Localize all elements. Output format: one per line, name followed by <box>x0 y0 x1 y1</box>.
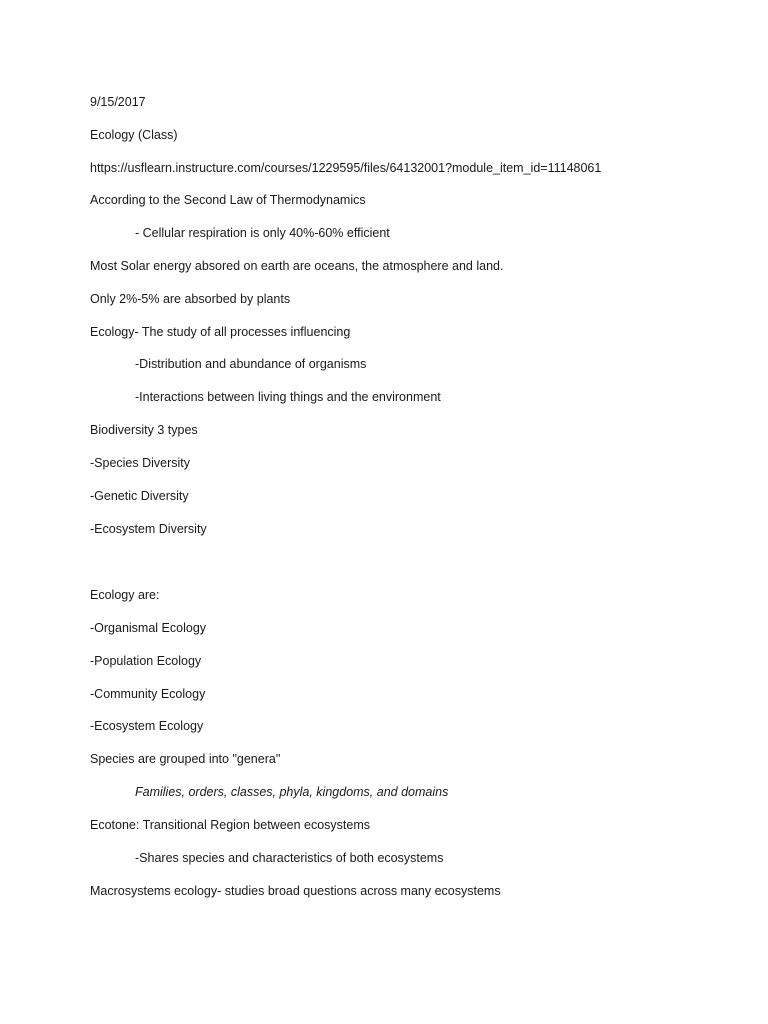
text-line: Ecotone: Transitional Region between ecosystems <box>90 818 371 832</box>
list-item: -Organismal Ecology <box>90 621 207 635</box>
text-line: Most Solar energy absored on earth are oceans, the atmosphere and land. <box>90 259 504 273</box>
text-line: Ecology are: <box>90 588 160 602</box>
indented-text-line: - Cellular respiration is only 40%-60% efficient <box>135 226 390 240</box>
list-item: -Genetic Diversity <box>90 489 189 503</box>
text-line: Only 2%-5% are absorbed by plants <box>90 292 291 306</box>
list-item: -Species Diversity <box>90 456 191 470</box>
date-line: 9/15/2017 <box>90 95 146 109</box>
indented-text-line: -Distribution and abundance of organisms <box>135 357 367 371</box>
list-item: -Population Ecology <box>90 654 202 668</box>
list-item: -Community Ecology <box>90 687 206 701</box>
text-line: According to the Second Law of Thermodynamics <box>90 193 366 207</box>
indented-text-line: -Interactions between living things and the environment <box>135 390 441 404</box>
text-line: Species are grouped into "genera" <box>90 752 281 766</box>
text-line: Ecology- The study of all processes influencing <box>90 325 351 339</box>
italic-indented-line: Families, orders, classes, phyla, kingdoms, and domains <box>135 785 449 799</box>
url-line: https://usflearn.instructure.com/courses/1229595/files/64132001?module_item_id=11148061 <box>90 161 602 175</box>
text-line: Macrosystems ecology- studies broad questions across many ecosystems <box>90 884 501 898</box>
list-item: -Ecosystem Diversity <box>90 522 207 536</box>
class-title-line: Ecology (Class) <box>90 128 178 142</box>
list-item: -Ecosystem Ecology <box>90 719 204 733</box>
text-line: Biodiversity 3 types <box>90 423 198 437</box>
indented-text-line: -Shares species and characteristics of both ecosystems <box>135 851 444 865</box>
